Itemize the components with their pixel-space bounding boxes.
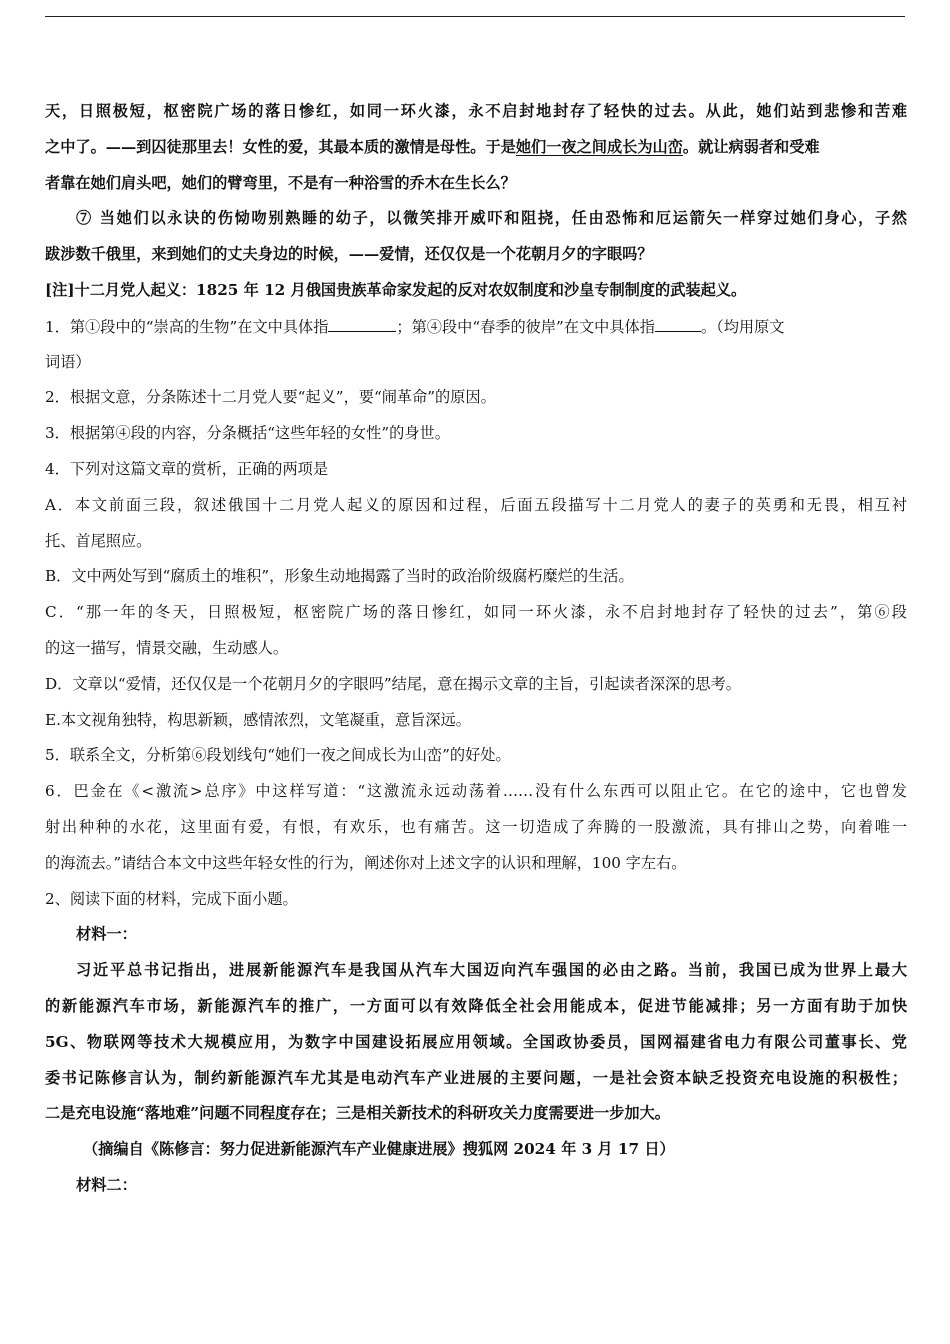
- question-line: 射出种种的水花，这里面有爱，有恨，有欢乐，也有痛苦。这一切造成了奔腾的一股激流，具有排山之势，向着唯一: [45, 817, 907, 836]
- document-body: [45, 94, 907, 1204]
- material-line: 委书记陈修言认为，制约新能源汽车尤其是电动汽车产业进展的主要问题，一是社会资本缺乏投资充电设施的积极性；: [45, 1068, 907, 1087]
- question-line: 词语）: [45, 352, 91, 371]
- question-line: 2．根据文意，分条陈述十二月党人要“起义”，要“闹革命”的原因。: [45, 388, 496, 407]
- passage-line: ⑦ 当她们以永诀的伤恸吻别熟睡的幼子，以微笑排开威吓和阻挠，任由恐怖和厄运箭矢一样穿过她们身心，子然: [76, 209, 907, 228]
- material-heading: 材料二：: [76, 1175, 137, 1194]
- question-line: 4．下列对这篇文章的赏析，正确的两项是: [45, 459, 329, 478]
- option-line: E.本文视角独特，构思新颖，感情浓烈，文笔凝重，意旨深远。: [45, 710, 471, 729]
- question-line: 6．巴金在《<激流>总序》中这样写道：“这激流永远动荡着……没有什么东西可以阻止它。在它的途中，它也曾发: [45, 782, 907, 801]
- material-line: 5G、物联网等技术大规模应用，为数字中国建设拓展应用领域。全国政协委员，国网福建省电力有限公司董事长、党: [45, 1032, 907, 1051]
- passage-line: 天，日照极短，枢密院广场的落日惨红，如同一环火漆，永不启封地封存了轻快的过去。从此，她们站到悲惨和苦难: [45, 102, 907, 120]
- option-line: A．本文前面三段，叙述俄国十二月党人起义的原因和过程，后面五段描写十二月党人的妻子的英勇和无畏，相互衬: [45, 495, 907, 514]
- option-line: B．文中两处写到“腐质土的堆积”，形象生动地揭露了当时的政治阶级腐朽糜烂的生活。: [45, 567, 634, 586]
- section-heading: 2、阅读下面的材料，完成下面小题。: [45, 889, 298, 908]
- material-line: 二是充电设施“落地难”问题不同程度存在；三是相关新技术的科研攻关力度需要进一步加大。: [45, 1104, 670, 1123]
- material-line: 的新能源汽车市场，新能源汽车的推广，一方面可以有效降低全社会用能成本，促进节能减排；另一方面有助于加快: [45, 996, 907, 1015]
- option-line: 托、首尾照应。: [45, 531, 152, 550]
- underlined-sentence: 她们一夜之间成长为山峦: [515, 137, 683, 156]
- material-line: 习近平总书记指出，进展新能源汽车是我国从汽车大国迈向汽车强国的必由之路。当前，我国已成为世界上最大: [76, 961, 907, 980]
- option-line: C．“那一年的冬天，日照极短，枢密院广场的落日惨红，如同一环火漆，永不启封地封存了轻快的过去”，第⑥段: [45, 603, 907, 622]
- header-rule: [45, 16, 905, 17]
- answer-blank: [655, 309, 701, 332]
- passage-line-underlined: 之中了。——到囚徒那里去！女性的爱，其最本质的激情是母性。于是她们一夜之间成长为山峦。就让病弱者和受难: [45, 137, 820, 156]
- material-source: （摘编自《陈修言：努力促进新能源汽车产业健康进展》搜狐网 2024 年 3 月 17 日）: [83, 1140, 675, 1159]
- question-line: 5．联系全文，分析第⑥段划线句“她们一夜之间成长为山峦”的好处。: [45, 746, 511, 765]
- question-line: 3．根据第④段的内容，分条概括“这些年轻的女性”的身世。: [45, 424, 450, 443]
- option-line: D．文章以“爱情，还仅仅是一个花朝月夕的字眼吗”结尾，意在揭示文章的主旨，引起读者深深的思考。: [45, 674, 741, 693]
- question-1: 1．第①段中的“崇高的生物”在文中具体指 ；第④段中“春季的彼岸”在文中具体指 。（均用原文: [45, 309, 907, 345]
- passage-line: 者靠在她们肩头吧，她们的臂弯里，不是有一种浴雪的乔木在生长么？: [45, 173, 516, 192]
- material-heading: 材料一：: [76, 925, 137, 944]
- note: [注]十二月党人起义：1825 年 12 月俄国贵族革命家发起的反对农奴制度和沙皇专制制度的武装起义。: [45, 280, 747, 299]
- passage-line: 跋涉数千俄里，来到她们的丈夫身边的时候，——爱情，还仅仅是一个花朝月夕的字眼吗？: [45, 245, 653, 264]
- option-line: 的这一描写，情景交融，生动感人。: [45, 638, 288, 657]
- question-line: 的海流去。”请结合本文中这些年轻女性的行为，阐述你对上述文字的认识和理解，100 字左右。: [45, 853, 687, 872]
- answer-blank: [328, 309, 396, 332]
